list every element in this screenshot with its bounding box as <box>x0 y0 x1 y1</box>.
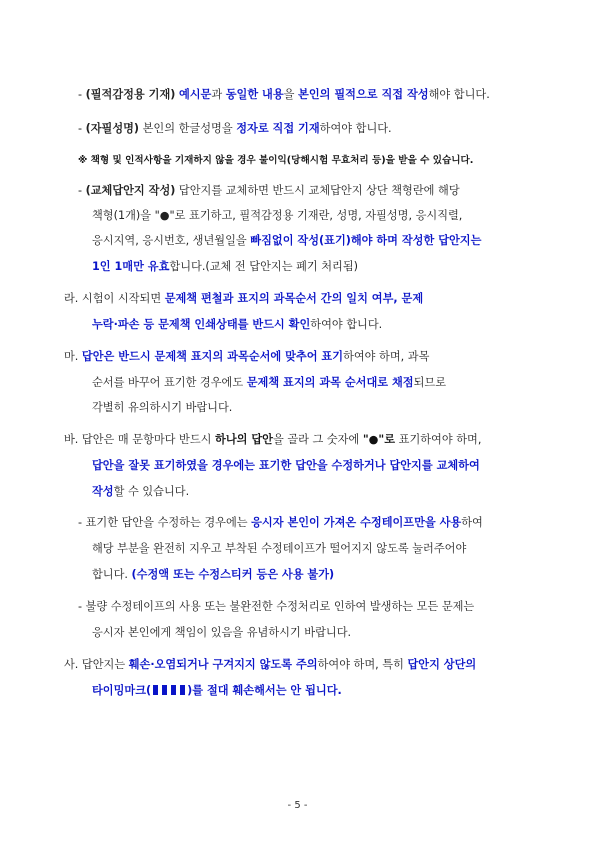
replacement-sheet-line-2: 책형(1개)을 "●"로 표기하고, 필적감정용 기재란, 성명, 자필성명, 응시직렬, <box>92 209 463 222</box>
replacement-sheet-line-3: 응시지역, 응시번호, 생년월일을 빠짐없이 작성(표기)해야 하며 작성한 답안지는 <box>92 234 482 247</box>
handwriting-instruction: - (필적감정용 기재) 예시문과 동일한 내용을 본인의 필적으로 직접 작성해야 합니다. <box>78 88 490 101</box>
warning-note: ※ 책형 및 인적사항을 기재하지 않을 경우 불이익(당해시험 무효처리 등)을 받을 수 있습니다. <box>78 155 474 166</box>
item-ba-line-3: 작성할 수 있습니다. <box>92 485 190 498</box>
replacement-sheet-line-4: 1인 1매만 유효합니다.(교체 전 답안지는 폐기 처리됨) <box>92 260 359 273</box>
item-sa-line-2: 타이밍마크( )를 절대 훼손해서는 안 됩니다. <box>92 684 342 697</box>
faulty-tape-line-2: 응시자 본인에게 책임이 있음을 유념하시기 바랍니다. <box>92 626 352 639</box>
item-ra-line-1: 라. 시험이 시작되면 문제책 편철과 표지의 과목순서 간의 일치 여부, 문제 <box>64 292 424 305</box>
page-number: - 5 - <box>287 800 308 811</box>
item-ma-line-1: 마. 답안은 반드시 문제책 표지의 과목순서에 맞추어 표기하여야 하며, 과목 <box>64 350 430 363</box>
replacement-sheet-line-1: - (교체답안지 작성) 답안지를 교체하면 반드시 교체답안지 상단 책형란에 해당 <box>78 184 460 197</box>
correction-tape-line-3: 합니다. (수정액 또는 수정스티커 등은 사용 불가) <box>92 568 335 581</box>
item-ma-line-2: 순서를 바꾸어 표기한 경우에도 문제책 표지의 과목 순서대로 채점되므로 <box>92 376 447 389</box>
item-ma-line-3: 각별히 유의하시기 바랍니다. <box>92 401 233 414</box>
item-sa-line-1: 사. 답안지는 훼손·오염되거나 구겨지지 않도록 주의하여야 하며, 특히 답안지 상단의 <box>64 658 477 671</box>
correction-tape-line-2: 해당 부분을 완전히 지우고 부착된 수정테이프가 떨어지지 않도록 눌러주어야 <box>92 542 467 555</box>
signature-instruction: - (자필성명) 본인의 한글성명을 정자로 직접 기재하여야 합니다. <box>78 122 392 135</box>
item-ba-line-2: 답안을 잘못 표기하였을 경우에는 표기한 답안을 수정하거나 답안지를 교체하여 <box>92 459 480 472</box>
item-ra-line-2: 누락·파손 등 문제책 인쇄상태를 반드시 확인하여야 합니다. <box>92 318 383 331</box>
correction-tape-line-1: - 표기한 답안을 수정하는 경우에는 응시자 본인이 가져온 수정테이프만을 사용하여 <box>78 516 483 529</box>
faulty-tape-line-1: - 불량 수정테이프의 사용 또는 불완전한 수정처리로 인하여 발생하는 모든 문제는 <box>78 600 475 613</box>
timing-mark-icon <box>151 684 187 697</box>
item-ba-line-1: 바. 답안은 매 문항마다 반드시 하나의 답안을 골라 그 숫자에 "●"로 표기하여야 하며, <box>64 433 482 446</box>
